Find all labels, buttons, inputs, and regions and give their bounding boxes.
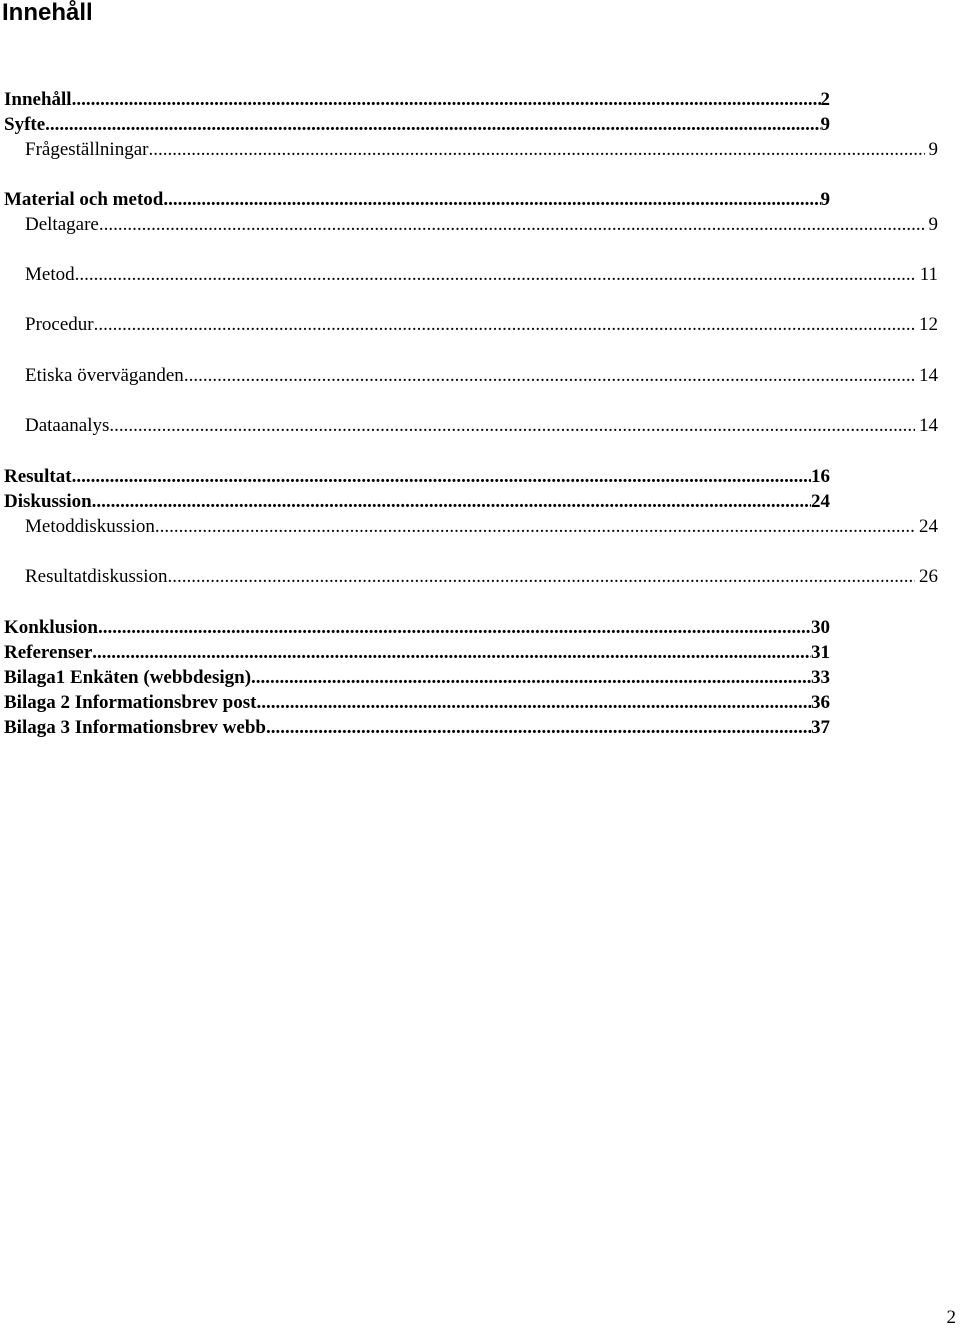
toc-entry[interactable] xyxy=(25,565,938,589)
toc-dot-leader xyxy=(251,666,811,690)
toc-entry-page: 14 xyxy=(919,415,938,436)
toc-entry-page: 9 xyxy=(928,139,938,160)
toc-dot-leader xyxy=(99,213,925,237)
toc-dot-leader xyxy=(92,490,811,514)
page-title: Innehåll xyxy=(2,0,93,26)
toc-entry-label: Deltagare xyxy=(25,214,99,235)
toc-entry-page: 31 xyxy=(811,642,830,663)
toc-entry-page: 11 xyxy=(919,264,938,285)
toc-entry[interactable] xyxy=(4,188,830,212)
toc-entry[interactable] xyxy=(25,515,938,539)
toc-dot-leader xyxy=(72,465,811,489)
toc-entry-page: 16 xyxy=(811,466,830,487)
toc-entry-label: Bilaga1 Enkäten (webbdesign) xyxy=(4,667,252,688)
toc-entry[interactable] xyxy=(25,364,938,388)
toc-entry-label: Bilaga 3 Informationsbrev webb xyxy=(4,717,266,738)
toc-entry[interactable] xyxy=(4,666,830,690)
toc-entry-label: Dataanalys xyxy=(25,415,110,436)
toc-entry[interactable] xyxy=(4,641,830,665)
toc-entry-page: 36 xyxy=(811,692,830,713)
toc-entry[interactable] xyxy=(25,263,938,287)
toc-entry-label: Metoddiskussion xyxy=(25,516,155,537)
toc-entry-label: Referenser xyxy=(4,642,93,663)
toc-entry-label: Diskussion xyxy=(4,491,92,512)
toc-entry[interactable] xyxy=(25,213,938,237)
toc-entry-label: Konklusion xyxy=(4,617,98,638)
toc-dot-leader xyxy=(148,138,924,162)
toc-entry-label: Procedur xyxy=(25,314,94,335)
toc-entry-page: 9 xyxy=(928,214,938,235)
toc-entry-page: 30 xyxy=(811,617,830,638)
toc-entry-page: 9 xyxy=(820,189,830,210)
toc-entry-label: Frågeställningar xyxy=(25,139,149,160)
toc-entry-page: 24 xyxy=(811,491,830,512)
toc-entry-page: 37 xyxy=(811,717,830,738)
toc-entry[interactable] xyxy=(25,313,938,337)
toc-dot-leader xyxy=(94,313,915,337)
toc-entry-page: 33 xyxy=(811,667,830,688)
toc-entry-label: Bilaga 2 Informationsbrev post xyxy=(4,692,257,713)
toc-entry-label: Syfte xyxy=(4,114,46,135)
toc-entry-page: 24 xyxy=(919,516,938,537)
toc-entry-label: Innehåll xyxy=(4,89,72,110)
toc-dot-leader xyxy=(266,716,811,740)
toc-dot-leader xyxy=(75,263,916,287)
toc-entry-label: Resultatdiskussion xyxy=(25,566,168,587)
toc-dot-leader xyxy=(72,88,821,112)
toc-entry[interactable] xyxy=(4,691,830,715)
toc-entry[interactable] xyxy=(4,113,830,137)
toc-dot-leader xyxy=(256,691,811,715)
toc-entry-page: 26 xyxy=(919,566,938,587)
page-number: 2 xyxy=(946,1307,956,1328)
toc-entry-page: 12 xyxy=(919,314,938,335)
toc-entry-page: 9 xyxy=(820,114,830,135)
toc-entry[interactable] xyxy=(25,138,938,162)
toc-dot-leader xyxy=(163,188,820,212)
toc-entry-page: 2 xyxy=(820,89,830,110)
toc-entry-page: 14 xyxy=(919,365,938,386)
toc-dot-leader xyxy=(184,364,915,388)
toc-entry[interactable] xyxy=(4,716,830,740)
toc-dot-leader xyxy=(155,515,915,539)
toc-entry-label: Material och metod xyxy=(4,189,164,210)
toc-entry[interactable] xyxy=(25,414,938,438)
toc-dot-leader xyxy=(168,565,915,589)
toc-entry[interactable] xyxy=(4,465,830,489)
toc-dot-leader xyxy=(92,641,811,665)
toc-entry[interactable] xyxy=(4,616,830,640)
toc-entry[interactable] xyxy=(4,88,830,112)
toc-dot-leader xyxy=(109,414,915,438)
toc-dot-leader xyxy=(45,113,820,137)
toc-entry-label: Etiska överväganden xyxy=(25,365,184,386)
toc-dot-leader xyxy=(98,616,811,640)
toc-entry-label: Metod xyxy=(25,264,75,285)
toc-entry[interactable] xyxy=(4,490,830,514)
toc-entry-label: Resultat xyxy=(4,466,72,487)
